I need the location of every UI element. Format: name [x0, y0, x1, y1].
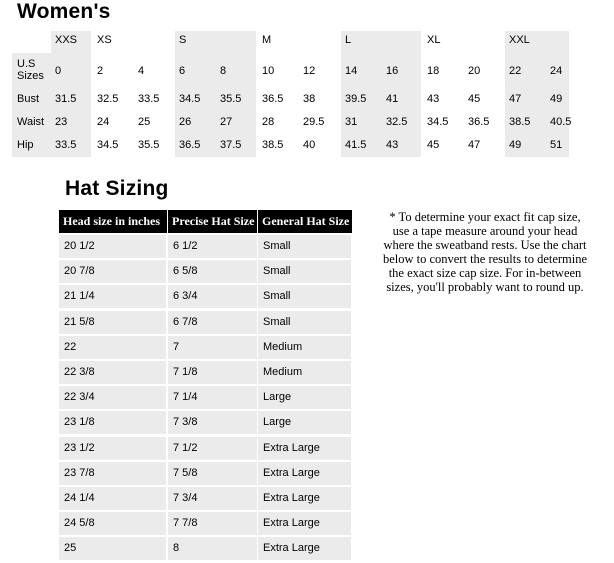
waist-cell: 24 [97, 116, 110, 128]
size-header: L [345, 34, 352, 46]
bust-cell: 31.5 [55, 93, 77, 105]
waist-cell: 40.5 [550, 116, 572, 128]
waist-cell: 27 [220, 116, 233, 128]
hat-table-cell: Large [258, 386, 351, 409]
waist-cell: 38.5 [509, 116, 531, 128]
hat-table-cell: 21 1/4 [59, 285, 166, 308]
size-header: S [179, 34, 187, 46]
hat-title: Hat Sizing [65, 177, 169, 200]
waist-cell: 29.5 [303, 116, 325, 128]
waist-cell: 31 [345, 116, 358, 128]
hat-table-cell: Extra Large [258, 537, 351, 560]
size-header: XXL [509, 34, 530, 46]
us-size-cell: 20 [468, 65, 481, 77]
hat-table-cell: 6 3/4 [168, 285, 257, 308]
bust-cell: 39.5 [345, 93, 367, 105]
hip-cell: 33.5 [55, 139, 77, 151]
hat-table-cell: Extra Large [258, 462, 351, 485]
hat-table-header: General Hat Size [258, 210, 352, 233]
hat-table-cell: Small [258, 285, 351, 308]
hat-table-cell: 21 5/8 [59, 311, 166, 334]
hat-table-cell: 8 [168, 537, 257, 560]
hat-table-cell: 22 3/4 [59, 386, 166, 409]
size-header: M [262, 34, 272, 46]
hip-cell: 47 [468, 139, 481, 151]
hip-cell: 45 [427, 139, 440, 151]
size-header: XS [97, 34, 112, 46]
hat-table-header: Precise Hat Size [168, 210, 257, 233]
hat-table-cell: 20 7/8 [59, 260, 166, 283]
hat-table-cell: 6 1/2 [168, 235, 257, 258]
hat-table-cell: Extra Large [258, 437, 351, 460]
hat-table-cell: 7 1/8 [168, 361, 257, 384]
waist-cell: 36.5 [468, 116, 490, 128]
hat-table-cell: Extra Large [258, 512, 351, 535]
size-header: XL [427, 34, 441, 46]
hat-table-cell: 25 [59, 537, 166, 560]
us-size-cell: 4 [138, 65, 145, 77]
hip-cell: 37.5 [220, 139, 242, 151]
us-size-cell: 0 [55, 65, 62, 77]
hip-cell: 49 [509, 139, 522, 151]
bust-cell: 49 [550, 93, 563, 105]
us-size-cell: 22 [509, 65, 522, 77]
row-label-hip: Hip [17, 139, 34, 151]
hat-table-cell: Small [258, 260, 351, 283]
row-label-us-sizes: U.S [17, 58, 36, 70]
hat-table-cell: Small [258, 235, 351, 258]
hip-cell: 34.5 [97, 139, 119, 151]
us-size-cell: 24 [550, 65, 563, 77]
bust-cell: 34.5 [179, 93, 201, 105]
us-size-cell: 10 [262, 65, 275, 77]
waist-cell: 34.5 [427, 116, 449, 128]
hat-table-cell: Medium [258, 336, 351, 359]
bust-cell: 47 [509, 93, 522, 105]
waist-cell: 28 [262, 116, 275, 128]
hat-table-cell: 7 3/8 [168, 411, 257, 434]
waist-cell: 25 [138, 116, 151, 128]
us-size-cell: 14 [345, 65, 358, 77]
hat-table-cell: 20 1/2 [59, 235, 166, 258]
bust-cell: 36.5 [262, 93, 284, 105]
bust-cell: 38 [303, 93, 316, 105]
bust-cell: 45 [468, 93, 481, 105]
hat-table-cell: 24 5/8 [59, 512, 166, 535]
waist-cell: 26 [179, 116, 192, 128]
hip-cell: 51 [550, 139, 563, 151]
bust-cell: 33.5 [138, 93, 160, 105]
hip-cell: 41.5 [345, 139, 367, 151]
hip-cell: 40 [303, 139, 316, 151]
row-label-us-sizes: Sizes [17, 70, 44, 82]
waist-cell: 32.5 [386, 116, 408, 128]
hat-table-cell: 7 [168, 336, 257, 359]
hat-table-cell: 7 1/2 [168, 437, 257, 460]
hat-sizing-note: * To determine your exact fit cap size, use a tape measure around your head where the sweatband rests. Use the chart below to convert the results to determine the exact size cap size. For in-between sizes, you'll probably want to round up. [382, 210, 588, 294]
hat-table-header: Head size in inches [59, 210, 167, 233]
hat-table-cell: Large [258, 411, 351, 434]
hat-table-cell: Extra Large [258, 487, 351, 510]
hat-table-cell: 22 3/8 [59, 361, 166, 384]
hat-table-cell: 7 7/8 [168, 512, 257, 535]
hat-table-cell: 7 3/4 [168, 487, 257, 510]
hat-table-cell: 7 5/8 [168, 462, 257, 485]
us-size-cell: 18 [427, 65, 440, 77]
waist-cell: 23 [55, 116, 68, 128]
us-size-cell: 2 [97, 65, 104, 77]
bust-cell: 41 [386, 93, 399, 105]
hat-table-cell: 22 [59, 336, 166, 359]
hat-table-cell: 23 1/8 [59, 411, 166, 434]
row-label-bust: Bust [17, 93, 40, 105]
hip-cell: 36.5 [179, 139, 201, 151]
hip-cell: 38.5 [262, 139, 284, 151]
size-header: XXS [55, 34, 78, 46]
bust-cell: 43 [427, 93, 440, 105]
hat-table-cell: Medium [258, 361, 351, 384]
us-size-cell: 16 [386, 65, 399, 77]
hip-cell: 35.5 [138, 139, 160, 151]
hat-table-cell: 23 1/2 [59, 437, 166, 460]
hat-table-cell: 23 7/8 [59, 462, 166, 485]
row-label-waist: Waist [17, 116, 45, 128]
us-size-cell: 12 [303, 65, 316, 77]
hat-table-cell: 6 5/8 [168, 260, 257, 283]
us-size-cell: 8 [220, 65, 227, 77]
hat-table-cell: Small [258, 311, 351, 334]
womens-title: Women's [17, 0, 111, 23]
bust-cell: 35.5 [220, 93, 242, 105]
hat-table-cell: 6 7/8 [168, 311, 257, 334]
hip-cell: 43 [386, 139, 399, 151]
bust-cell: 32.5 [97, 93, 119, 105]
us-size-cell: 6 [179, 65, 186, 77]
hat-table-cell: 24 1/4 [59, 487, 166, 510]
hat-table-cell: 7 1/4 [168, 386, 257, 409]
